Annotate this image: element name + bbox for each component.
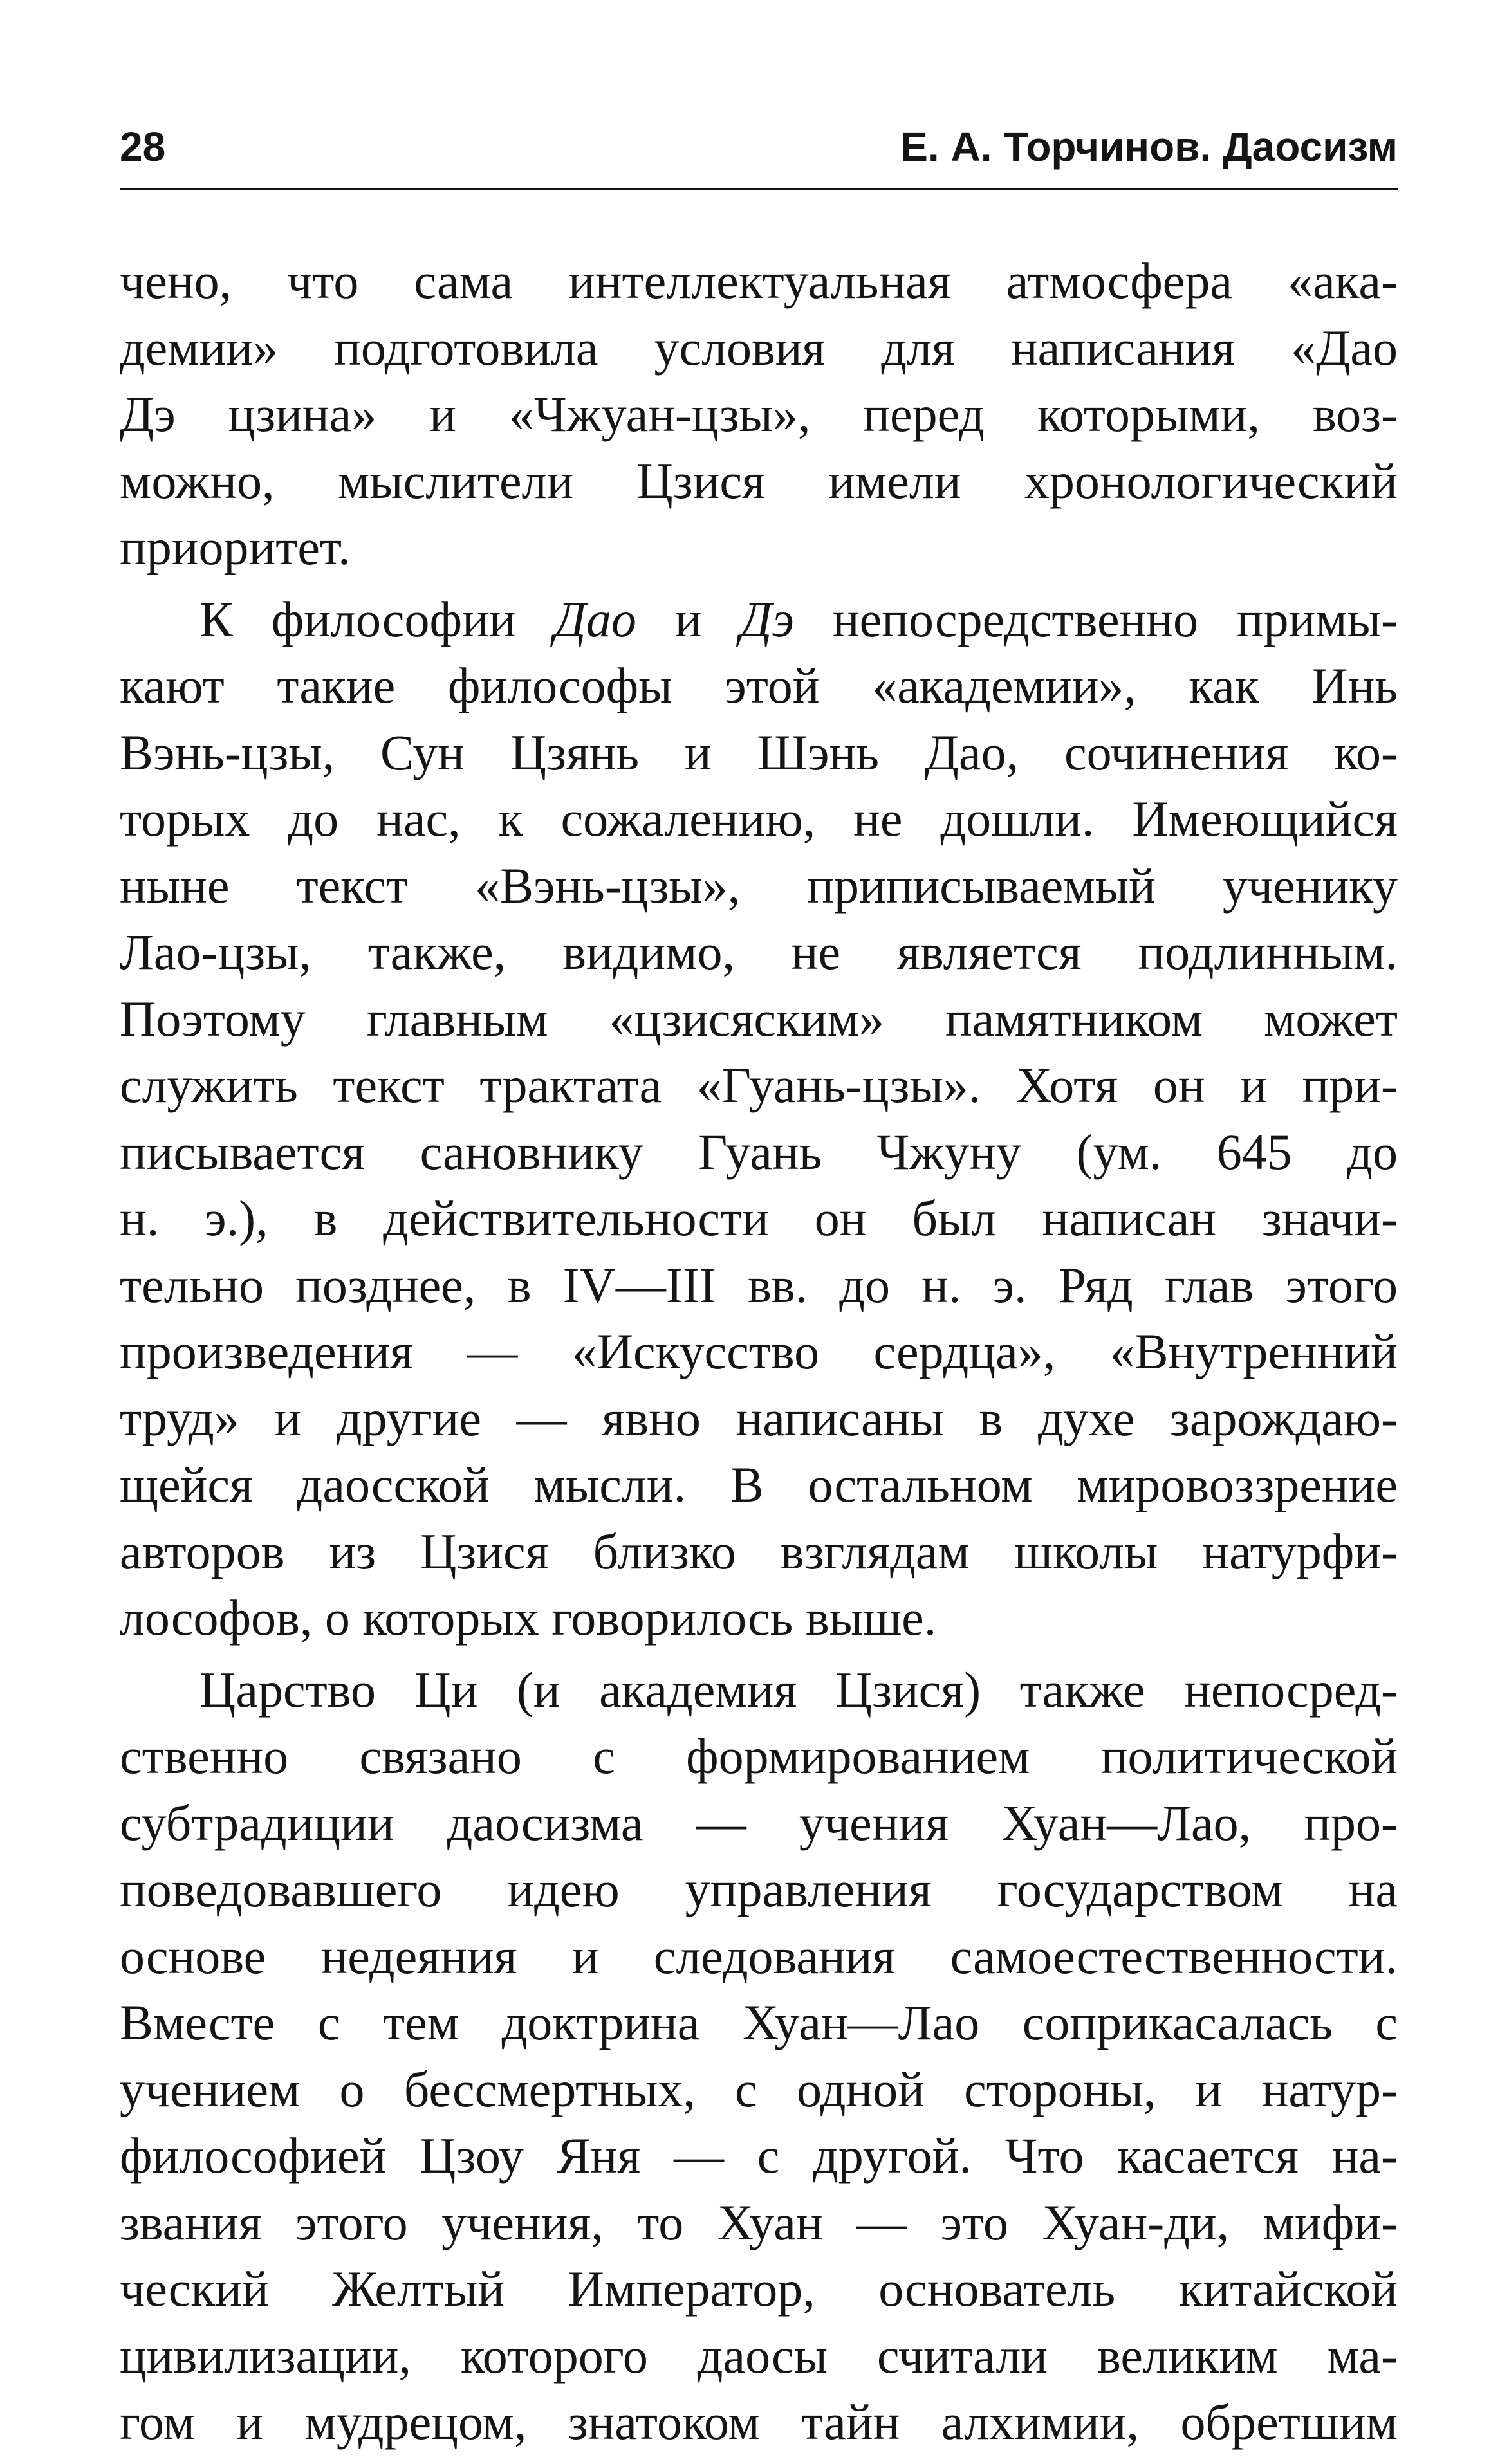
text-segment: субтрадиции даосизма — учения Хуан—Лао, про-	[120, 1794, 1398, 1851]
paragraph	[120, 586, 1398, 1651]
text-segment: служить текст трактата «Гуань-цзы». Хотя он и при-	[120, 1057, 1398, 1113]
text-line	[120, 1518, 1398, 1585]
text-line	[120, 2189, 1398, 2256]
text-line	[120, 586, 1398, 653]
text-segment: Поэтому главным «цзисяским» памятником может	[120, 990, 1398, 1047]
text-line	[120, 852, 1398, 919]
italic-term: Дао	[554, 591, 636, 647]
text-line	[120, 986, 1398, 1053]
text-segment: Царство Ци (и академия Цзися) также непосред-	[199, 1661, 1398, 1718]
text-line	[120, 1790, 1398, 1857]
text-segment: демии» подготовила условия для написания «Дао	[120, 319, 1398, 376]
text-segment: философией Цзоу Яня — с другой. Что касается на-	[120, 2128, 1398, 2184]
text-line	[120, 786, 1398, 852]
text-segment: кают такие философы этой «академии», как Инь	[120, 657, 1398, 713]
text-line	[120, 448, 1398, 515]
text-segment: ственно связано с формированием политической	[120, 1728, 1398, 1784]
text-line	[120, 315, 1398, 382]
text-segment: поведовавшего идею управления государством на	[120, 1861, 1398, 1917]
text-line	[120, 1657, 1398, 1724]
body-text	[120, 248, 1398, 2456]
text-segment: авторов из Цзися близко взглядам школы натурфи-	[120, 1523, 1398, 1579]
text-segment: ныне текст «Вэнь-цзы», приписываемый ученику	[120, 857, 1398, 914]
text-segment: произведения — «Искусство сердца», «Внутренний	[120, 1323, 1398, 1379]
text-segment: писывается сановнику Гуань Чжуну (ум. 645 до	[120, 1123, 1398, 1180]
text-line	[120, 1385, 1398, 1452]
text-line	[120, 1923, 1398, 1990]
page-number: 28	[120, 124, 166, 170]
text-segment: учением о бессмертных, с одной стороны, и натур-	[120, 2061, 1398, 2117]
text-line	[120, 719, 1398, 786]
text-line	[120, 2322, 1398, 2389]
text-segment: гом и мудрецом, знатоком тайн алхимии, обретшим	[120, 2394, 1398, 2450]
text-line	[120, 1185, 1398, 1252]
text-line	[120, 1451, 1398, 1518]
header-rule	[120, 188, 1398, 190]
text-segment: Лао-цзы, также, видимо, не является подлинным.	[120, 924, 1398, 980]
text-line	[120, 381, 1398, 448]
text-line	[120, 2056, 1398, 2123]
running-head	[120, 108, 1398, 185]
paragraph	[120, 248, 1398, 581]
text-line	[120, 2389, 1398, 2456]
text-segment: основе недеяния и следования самоестественности.	[120, 1927, 1398, 1984]
text-line	[120, 1252, 1398, 1319]
text-segment: лософов, о которых говорилось выше.	[120, 1590, 937, 1646]
text-segment: Дэ цзина» и «Чжуан-цзы», перед которыми, воз-	[120, 386, 1398, 442]
text-segment: щейся даосской мысли. В остальном мировоззрение	[120, 1457, 1398, 1512]
text-line	[120, 1723, 1398, 1790]
text-line	[120, 1052, 1398, 1119]
text-line	[120, 919, 1398, 986]
text-segment: Вэнь-цзы, Сун Цзянь и Шэнь Дао, сочинения ко-	[120, 724, 1398, 780]
paragraph	[120, 1657, 1398, 2456]
text-segment: Вместе с тем доктрина Хуан—Лао соприкасалась с	[120, 1994, 1398, 2050]
paragraph-gap	[120, 1651, 1398, 1657]
text-segment: цивилизации, которого даосы считали великим ма-	[120, 2327, 1398, 2384]
text-line	[120, 2122, 1398, 2189]
text-segment: можно, мыслители Цзися имели хронологический	[120, 452, 1398, 509]
text-segment: торых до нас, к сожалению, не дошли. Имеющийся	[120, 791, 1398, 847]
text-segment: труд» и другие — явно написаны в духе зарождаю-	[120, 1390, 1398, 1446]
text-line	[120, 514, 1398, 581]
text-segment: н. э.), в действительности он был написан значи-	[120, 1190, 1398, 1246]
text-segment: чено, что сама интеллектуальная атмосфера «ака-	[120, 253, 1398, 309]
text-line	[120, 1989, 1398, 2056]
text-segment: звания этого учения, то Хуан — это Хуан-ди, мифи-	[120, 2194, 1398, 2250]
text-line	[120, 248, 1398, 315]
text-line	[120, 652, 1398, 719]
text-segment: и	[636, 591, 741, 647]
text-segment: приоритет.	[120, 519, 351, 575]
text-line	[120, 1318, 1398, 1385]
text-segment: тельно позднее, в IV—III вв. до н. э. Ряд глав этого	[120, 1256, 1398, 1313]
text-segment: К философии	[199, 591, 555, 647]
text-line	[120, 1856, 1398, 1923]
book-title: Е. А. Торчинов. Даосизм	[900, 124, 1398, 170]
text-line	[120, 1119, 1398, 1186]
text-segment: ческий Желтый Император, основатель китайской	[120, 2261, 1398, 2317]
italic-term: Дэ	[740, 591, 795, 647]
text-line	[120, 1585, 1398, 1651]
text-line	[120, 2256, 1398, 2322]
paragraph-gap	[120, 581, 1398, 586]
text-segment: непосредственно примы-	[794, 591, 1398, 647]
